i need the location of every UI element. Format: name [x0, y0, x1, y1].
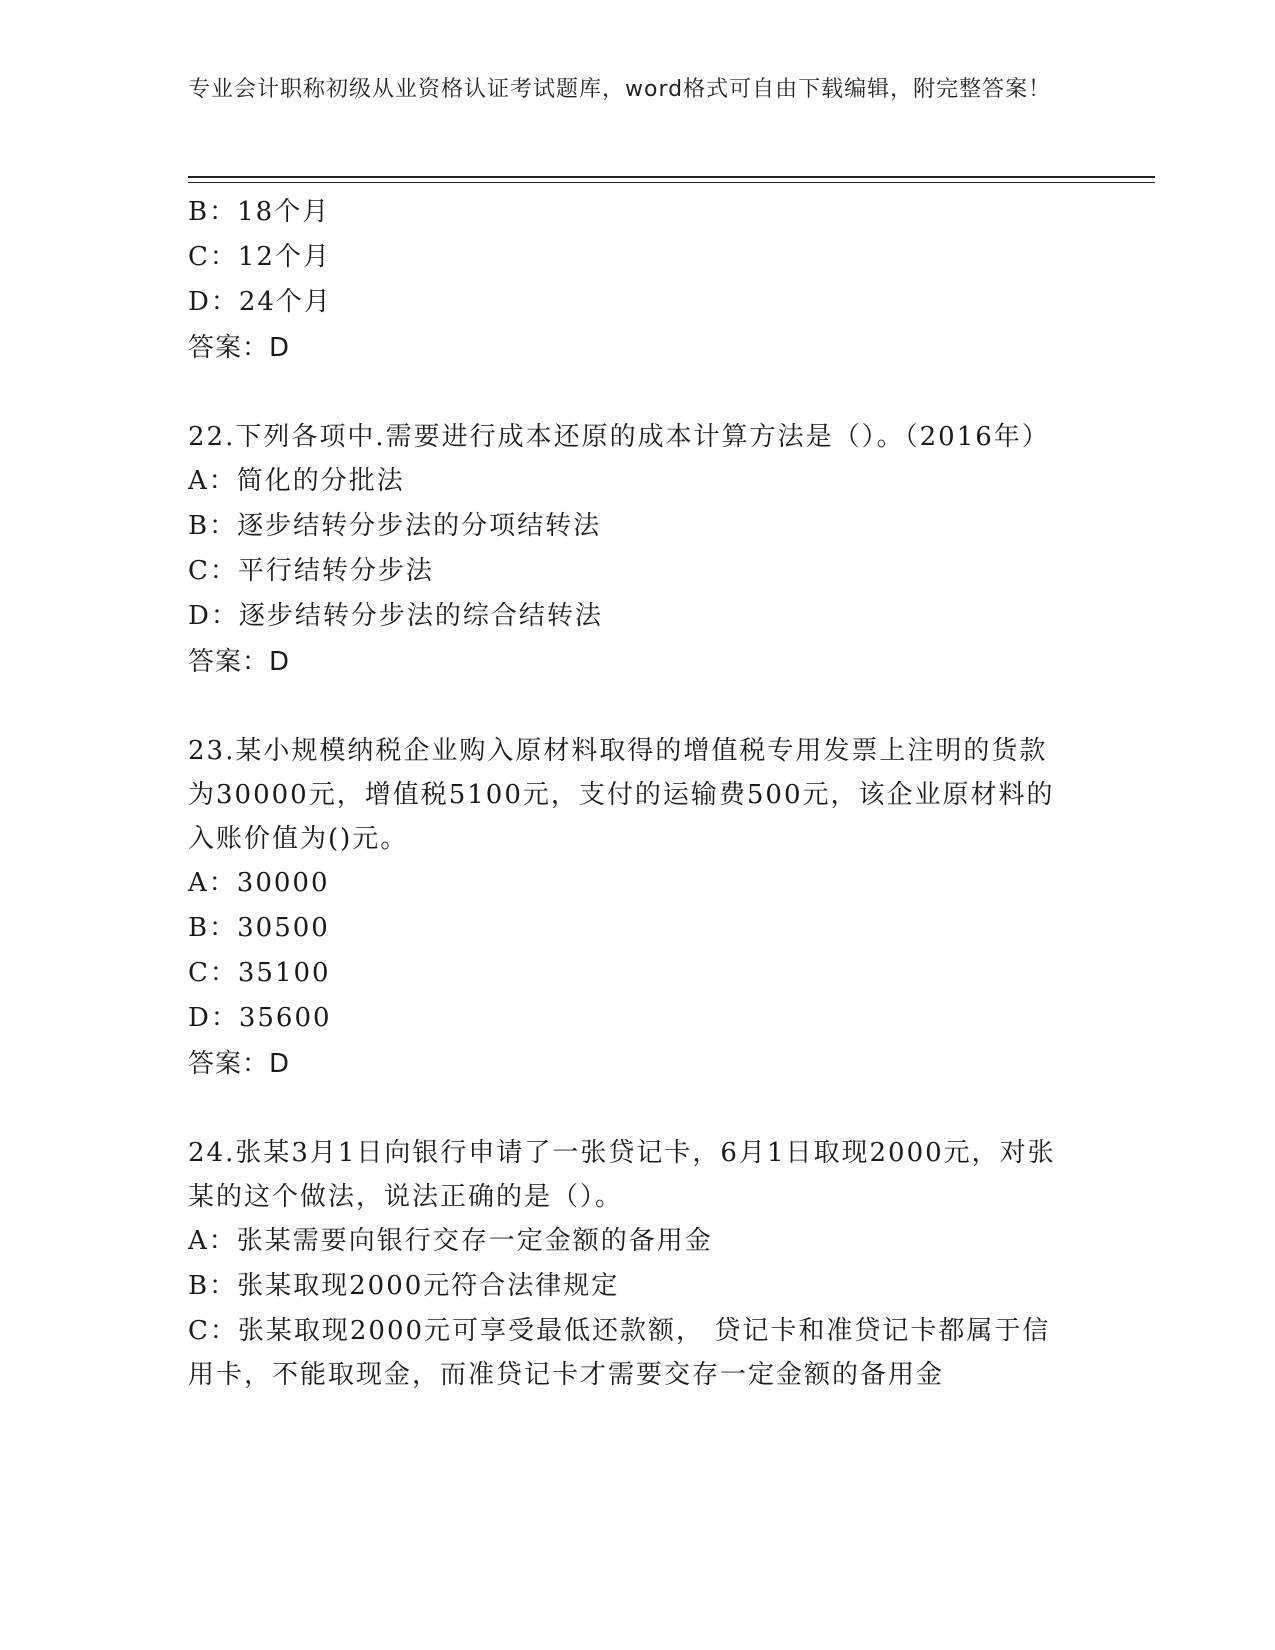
option-d: D：逐步结转分步法的综合结转法 — [188, 601, 603, 631]
option-c: C：张某取现2000元可享受最低还款额， 贷记卡和准贷记卡都属于信用卡，不能取现金，而准贷记卡才需要交存一定金额的备用金 — [188, 1316, 1051, 1390]
option-d: D：24个月 — [188, 287, 332, 317]
question-22 — [188, 415, 1088, 685]
question-24 — [188, 1131, 1088, 1397]
option-b: B：18个月 — [188, 197, 331, 227]
header-rule-thin — [188, 182, 1155, 183]
answer: 答案：D — [188, 647, 291, 677]
option-b: B：30500 — [188, 913, 330, 943]
question-text: 22.下列各项中.需要进行成本还原的成本计算方法是（）。（2016年） — [188, 422, 1050, 452]
header-rule-thick — [188, 176, 1155, 178]
answer: 答案：D — [188, 333, 291, 363]
option-a: A：30000 — [188, 868, 330, 898]
option-a: A：简化的分批法 — [188, 466, 405, 496]
option-b: B：张某取现2000元符合法律规定 — [188, 1271, 620, 1301]
question-text: 24.张某3月1日向银行申请了一张贷记卡，6月1日取现2000元，对张某的这个做法，说法正确的是（）。 — [188, 1138, 1056, 1212]
page-header: 专业会计职称初级从业资格认证考试题库，word格式可自由下载编辑，附完整答案！ — [188, 77, 1052, 102]
question-23 — [188, 729, 1088, 1087]
option-d: D：35600 — [188, 1003, 332, 1033]
option-b: B：逐步结转分步法的分项结转法 — [188, 511, 602, 541]
question-21-tail — [188, 190, 1088, 371]
spacer — [188, 1087, 1088, 1131]
question-text: 23.某小规模纳税企业购入原材料取得的增值税专用发票上注明的货款为30000元，增值税5100元，支付的运输费500元，该企业原材料的入账价值为()元。 — [188, 736, 1055, 854]
option-a: A：张某需要向银行交存一定金额的备用金 — [188, 1226, 713, 1256]
option-c: C：35100 — [188, 958, 331, 988]
document-body — [188, 190, 1088, 1397]
option-c: C：平行结转分步法 — [188, 556, 434, 586]
spacer — [188, 371, 1088, 415]
spacer — [188, 685, 1088, 729]
option-c: C：12个月 — [188, 242, 331, 272]
answer: 答案：D — [188, 1049, 291, 1079]
